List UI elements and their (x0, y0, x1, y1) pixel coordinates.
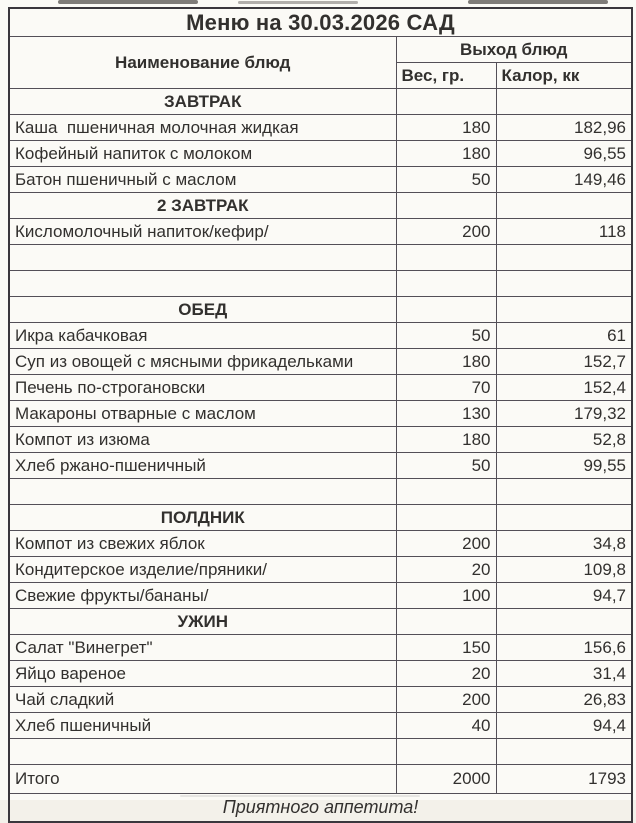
empty-cell (496, 89, 632, 115)
empty-cell (396, 193, 496, 219)
col-header-output-group: Выход блюд (396, 37, 632, 63)
item-name: Кофейный напиток с молоком (9, 141, 396, 167)
empty-row (9, 245, 632, 271)
item-name: Хлеб ржано-пшеничный (9, 453, 396, 479)
menu-item-row (9, 323, 632, 349)
item-name: Икра кабачковая (9, 323, 396, 349)
item-calories: 26,83 (496, 687, 632, 713)
item-weight: 180 (396, 141, 496, 167)
col-header-calories: Калор, кк (496, 63, 632, 89)
item-weight: 130 (396, 401, 496, 427)
menu-item-row (9, 583, 632, 609)
item-name: Компот из изюма (9, 427, 396, 453)
empty-cell (396, 739, 496, 765)
item-calories: 152,4 (496, 375, 632, 401)
empty-row (9, 739, 632, 765)
item-name: Свежие фрукты/бананы/ (9, 583, 396, 609)
empty-cell (396, 89, 496, 115)
total-label: Итого (9, 765, 396, 794)
menu-title: Меню на 30.03.2026 САД (9, 8, 632, 37)
menu-item-row (9, 557, 632, 583)
item-weight: 70 (396, 375, 496, 401)
empty-cell (396, 479, 496, 505)
item-calories: 52,8 (496, 427, 632, 453)
item-name: Кондитерское изделие/пряники/ (9, 557, 396, 583)
item-weight: 200 (396, 219, 496, 245)
item-weight: 180 (396, 115, 496, 141)
empty-cell (396, 271, 496, 297)
empty-row (9, 479, 632, 505)
item-weight: 40 (396, 713, 496, 739)
item-weight: 180 (396, 427, 496, 453)
item-name: Батон пшеничный с маслом (9, 167, 396, 193)
item-name: Макароны отварные с маслом (9, 401, 396, 427)
item-calories: 99,55 (496, 453, 632, 479)
item-name: Суп из овощей с мясными фрикадельками (9, 349, 396, 375)
menu-item-row (9, 687, 632, 713)
empty-cell (496, 739, 632, 765)
menu-item-row (9, 115, 632, 141)
item-weight: 20 (396, 661, 496, 687)
item-calories: 156,6 (496, 635, 632, 661)
section-label: ПОЛДНИК (9, 505, 396, 531)
header-row-top (9, 37, 632, 63)
item-calories: 182,96 (496, 115, 632, 141)
section-row-second-breakfast (9, 193, 632, 219)
section-row-breakfast (9, 89, 632, 115)
empty-cell (396, 505, 496, 531)
empty-cell (496, 609, 632, 635)
item-calories: 118 (496, 219, 632, 245)
item-calories: 94,4 (496, 713, 632, 739)
empty-cell (9, 739, 396, 765)
total-row (9, 765, 632, 794)
menu-item-row (9, 349, 632, 375)
menu-item-row (9, 531, 632, 557)
item-name: Яйцо вареное (9, 661, 396, 687)
item-weight: 200 (396, 687, 496, 713)
item-calories: 31,4 (496, 661, 632, 687)
footer-row (9, 794, 632, 823)
item-name: Салат "Винегрет" (9, 635, 396, 661)
menu-item-row (9, 427, 632, 453)
item-weight: 50 (396, 167, 496, 193)
item-calories: 61 (496, 323, 632, 349)
item-calories: 179,32 (496, 401, 632, 427)
empty-cell (396, 297, 496, 323)
col-header-weight: Вес, гр. (396, 63, 496, 89)
empty-cell (396, 609, 496, 635)
col-header-name: Наименование блюд (9, 37, 396, 89)
menu-item-row (9, 375, 632, 401)
item-name: Кисломолочный напиток/кефир/ (9, 219, 396, 245)
item-name: Хлеб пшеничный (9, 713, 396, 739)
menu-item-row (9, 661, 632, 687)
empty-cell (9, 245, 396, 271)
item-weight: 50 (396, 453, 496, 479)
item-calories: 149,46 (496, 167, 632, 193)
menu-item-row (9, 219, 632, 245)
empty-cell (396, 245, 496, 271)
total-weight: 2000 (396, 765, 496, 794)
item-calories: 34,8 (496, 531, 632, 557)
section-row-lunch (9, 297, 632, 323)
section-label: ОБЕД (9, 297, 396, 323)
item-name: Компот из свежих яблок (9, 531, 396, 557)
scan-artifact (58, 0, 198, 4)
empty-cell (496, 245, 632, 271)
item-weight: 100 (396, 583, 496, 609)
menu-item-row (9, 167, 632, 193)
item-name: Каша пшеничная молочная жидкая (9, 115, 396, 141)
item-calories: 94,7 (496, 583, 632, 609)
scan-artifact (238, 1, 358, 4)
empty-cell (9, 271, 396, 297)
menu-item-row (9, 453, 632, 479)
item-weight: 150 (396, 635, 496, 661)
menu-item-row (9, 141, 632, 167)
empty-cell (496, 505, 632, 531)
empty-cell (9, 479, 396, 505)
item-calories: 109,8 (496, 557, 632, 583)
section-label: УЖИН (9, 609, 396, 635)
title-row (9, 8, 632, 37)
menu-item-row (9, 713, 632, 739)
item-calories: 96,55 (496, 141, 632, 167)
item-calories: 152,7 (496, 349, 632, 375)
section-row-snack (9, 505, 632, 531)
item-weight: 180 (396, 349, 496, 375)
total-calories: 1793 (496, 765, 632, 794)
item-weight: 200 (396, 531, 496, 557)
section-row-dinner (9, 609, 632, 635)
scan-artifact (468, 0, 608, 4)
empty-row (9, 271, 632, 297)
section-label: ЗАВТРАК (9, 89, 396, 115)
menu-table (8, 7, 633, 823)
item-weight: 50 (396, 323, 496, 349)
empty-cell (496, 479, 632, 505)
item-name: Печень по-строгановски (9, 375, 396, 401)
item-weight: 20 (396, 557, 496, 583)
empty-cell (496, 271, 632, 297)
empty-cell (496, 297, 632, 323)
footer-note: Приятного аппетита! (9, 794, 632, 823)
section-label: 2 ЗАВТРАК (9, 193, 396, 219)
menu-item-row (9, 401, 632, 427)
item-name: Чай сладкий (9, 687, 396, 713)
empty-cell (496, 193, 632, 219)
menu-item-row (9, 635, 632, 661)
